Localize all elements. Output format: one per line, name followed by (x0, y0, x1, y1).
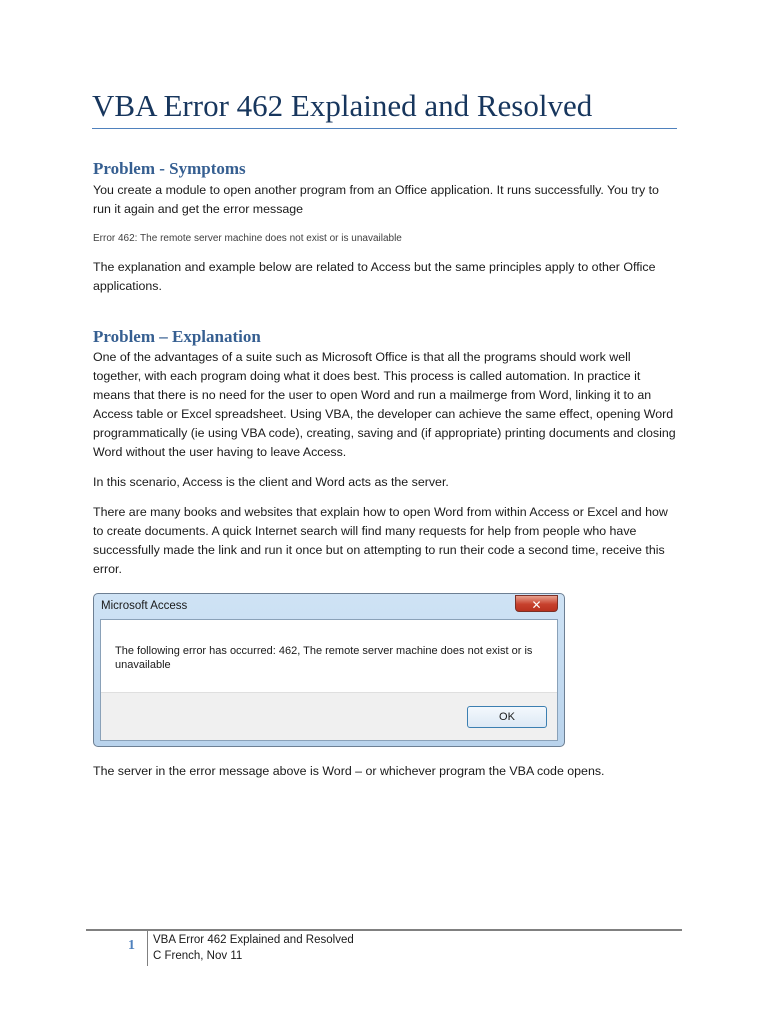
footer-divider (147, 930, 148, 966)
footer-author-date: C French, Nov 11 (153, 950, 243, 962)
ok-button[interactable]: OK (467, 706, 547, 728)
explanation-paragraph-2: In this scenario, Access is the client and Word acts as the server. (93, 475, 449, 489)
dialog-message: The following error has occurred: 462, The remote server machine does not exist or is unavailable (115, 645, 533, 671)
symptoms-paragraph-1: You create a module to open another program from an Office application. It runs successfully. You try to run it again and get the error message (93, 183, 659, 216)
dialog-button-bar (101, 692, 557, 740)
page-title: VBA Error 462 Explained and Resolved (92, 88, 593, 123)
explanation-paragraph-3: There are many books and websites that explain how to open Word from within Access or Excel and how to create documents. A quick Internet search will find many requests for help from people who have successfully made the link and run it once but on attempting to run their code a second time, receive this error. (93, 505, 668, 576)
explanation-paragraph-4: The server in the error message above is Word – or whichever program the VBA code opens. (93, 764, 605, 778)
explanation-paragraph-1: One of the advantages of a suite such as Microsoft Office is that all the programs should work well together, with each program doing what it does best. This process is called automation. In practice it means that there is no need for the user to open Word and run a mailmerge from Word, linking it to an Access table or Excel spreadsheet. Using VBA, the developer can achieve the same effect, opening Word programmatically (ie using VBA code), creating, saving and (if appropriate) printing documents and closing Word without the user having to leave Access. (93, 350, 676, 459)
dialog-title: Microsoft Access (101, 600, 188, 612)
section-heading-symptoms: Problem - Symptoms (93, 159, 246, 178)
symptoms-paragraph-2: The explanation and example below are related to Access but the same principles apply to other Office applications. (93, 260, 656, 293)
dialog-body (100, 619, 558, 741)
footer-document-title: VBA Error 462 Explained and Resolved (153, 934, 354, 946)
error-message-text: Error 462: The remote server machine does not exist or is unavailable (93, 233, 402, 244)
section-heading-explanation: Problem – Explanation (93, 327, 261, 346)
close-button[interactable] (515, 595, 558, 612)
page-number: 1 (128, 938, 135, 953)
error-dialog-screenshot (93, 593, 565, 747)
close-icon: ✕ (531, 598, 542, 612)
dialog-titlebar (94, 594, 564, 620)
title-underline (92, 128, 677, 129)
footer-rule (86, 929, 682, 931)
